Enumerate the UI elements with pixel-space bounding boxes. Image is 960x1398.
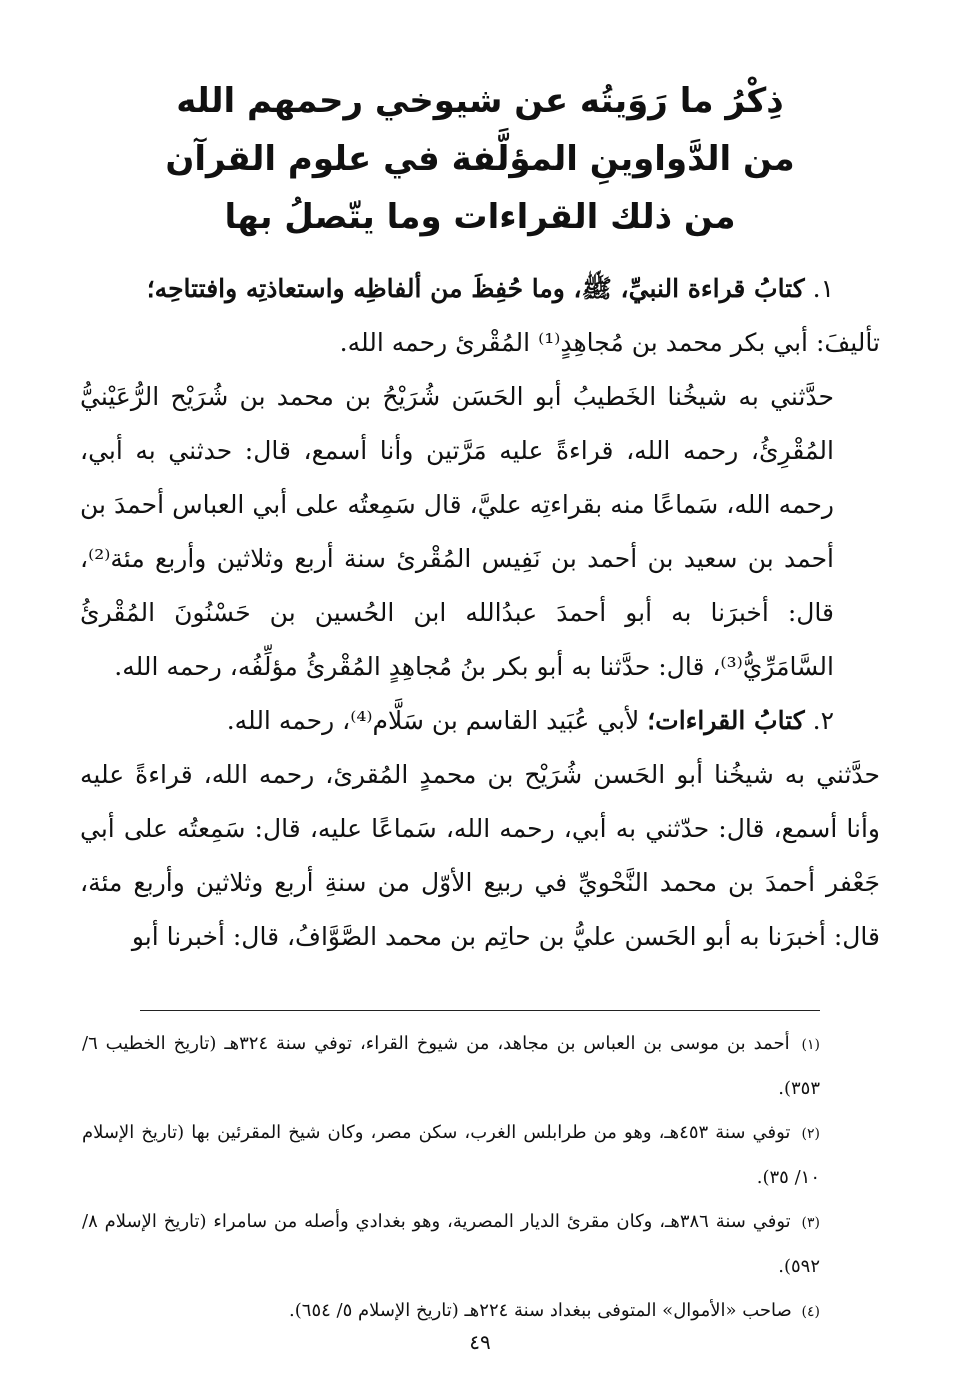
footnote-text: توفي سنة ٣٨٦هـ، وكان مقرئ الديار المصرية، وهو بغدادي وأصله من سامراء (تاريخ الإسلام ٨/ ٥٩٢). bbox=[82, 1211, 820, 1277]
entry-2-number: ٢. bbox=[812, 706, 834, 735]
footnote bbox=[82, 1289, 820, 1334]
entry-1-paragraph: حدَّثني به شيخُنا الخَطيبُ أبو الحَسَن شُرَيْحُ بن محمد بن شُرَيْح الرُّعَيْنيُّ المُقْرِئُ، رحمه الله، قراءةً عليه مَرَّتين وأنا أسمع، قال: حدثني به أبي، رحمه الله، سَماعًا منه بقراءتِه عليَّ، قال سَمِعتُه على أبي العباس أحمدَ بن أحمد بن سعيد بن أحمد بن نَفِيس المُقْرئ سنة أربع وثلاثين وأربع مئة⁽²⁾، قال: أخبرَنا به أبو أحمدَ عبدُالله ابن الحُسين بن حَسْنُونَ المُقْرئُ السَّامَرِّيُّ⁽³⁾، قال: حدَّثنا به أبو بكر بنُ مُجاهِدٍ المُقْرئُ مؤلِّفُه، رحمه الله. bbox=[80, 382, 834, 681]
footnote-number: (٢) bbox=[801, 1126, 820, 1142]
entry-1-author: تأليفَ: أبي بكر محمد بن مُجاهِدٍ⁽¹⁾ المُقْرئ رحمه الله. bbox=[339, 328, 880, 357]
footnote bbox=[82, 1200, 820, 1289]
entry-2-title: كتابُ القراءات؛ bbox=[647, 706, 805, 735]
footnotes bbox=[82, 1022, 820, 1334]
footnote-text: أحمد بن موسى بن العباس بن مجاهد، من شيوخ القراء، توفي سنة ٣٢٤هـ (تاريخ الخطيب ٦/ ٣٥٣). bbox=[82, 1033, 820, 1099]
entry-2-author: لأبي عُبَيد القاسم بن سَلَّام⁽⁴⁾، رحمه الله. bbox=[226, 706, 640, 735]
page-number: ٤٩ bbox=[469, 1330, 491, 1354]
footnote-text: صاحب «الأموال» المتوفى ببغداد سنة ٢٢٤هـ (تاريخ الإسلام ٥/ ٦٥٤). bbox=[289, 1300, 792, 1321]
entry-1-title: كتابُ قراءة النبيِّ، ﷺ، وما حُفِظَ من ألفاظِه واستعاذتِه وافتتاحِه؛ bbox=[146, 274, 805, 303]
heading-line-3: من ذلك القراءات وما يتّصلُ بها bbox=[224, 197, 736, 237]
footnote-divider bbox=[140, 1010, 820, 1011]
footnote-number: (٣) bbox=[801, 1215, 821, 1231]
main-text bbox=[80, 262, 880, 964]
heading-line-1: ذِكْرُ ما رَوَيتُه عن شيوخي رحمهم الله bbox=[176, 81, 784, 121]
footnote bbox=[82, 1022, 820, 1111]
chapter-heading bbox=[80, 72, 880, 246]
entry-1-number: ١. bbox=[812, 274, 834, 303]
footnote-number: (٤) bbox=[801, 1304, 820, 1320]
entry-2-title-line bbox=[80, 694, 880, 748]
heading-line-2: من الدَّواوينِ المؤلَّفة في علوم القرآن bbox=[165, 139, 795, 179]
footnote bbox=[82, 1111, 820, 1200]
entry-2-paragraph: حدَّثني به شيخُنا أبو الحَسن شُرَيْح بن محمدٍ المُقرئ، رحمه الله، قراءةً عليه وأنا أسمع، قال: حدّثني به أبي، رحمه الله، سَماعًا عليه، قال: سَمِعتُه على أبي جَعْفر أحمدَ بن محمد النَّحْويِّ في ربيع الأوّل من سنةِ أربع وثلاثين وأربع مئة، قال: أخبرَنا به أبو الحَسن عليُّ بن حاتِم بن محمد الصَّوَّافُ، قال: أخبرنا أبو bbox=[80, 760, 880, 951]
footnote-number: (١) bbox=[801, 1037, 820, 1053]
footnote-text: توفي سنة ٤٥٣هـ، وهو من طرابلس الغرب، سكن مصر، وكان شيخ المقرئين بها (تاريخ الإسلام ١٠/ ٣٥). bbox=[82, 1122, 820, 1188]
entry-1-title-line bbox=[80, 262, 880, 316]
